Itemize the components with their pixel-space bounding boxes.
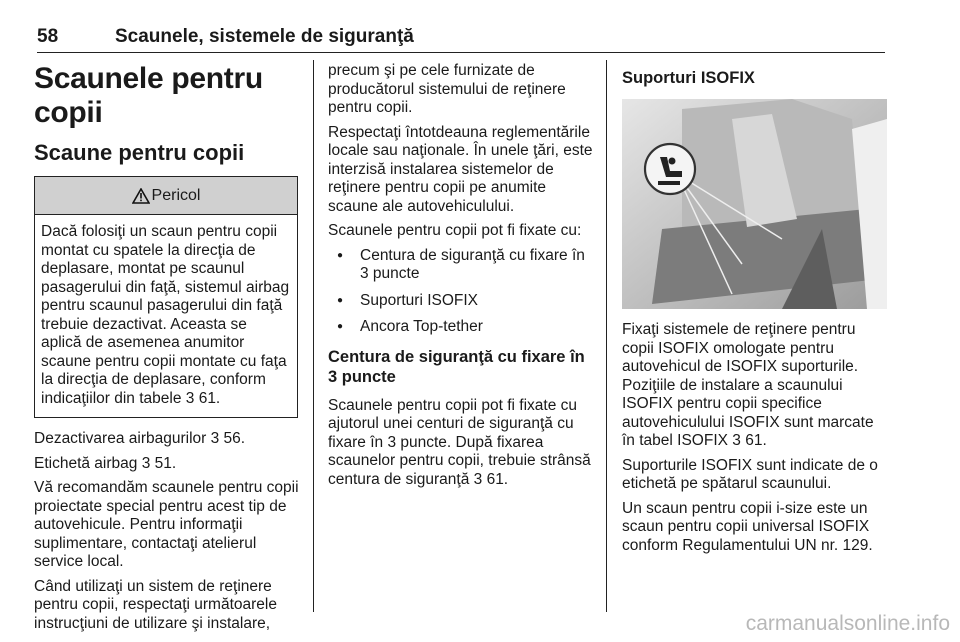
isofix-seat-illustration	[622, 99, 887, 309]
subsection-heading: Suporturi ISOFIX	[622, 69, 755, 87]
bullet-list	[328, 247, 596, 337]
paragraph	[328, 397, 596, 490]
text: Scaunele pentru copii pot fi fixate cu ajutorul unei centuri de siguranţă cu fixare în 3 puncte. După fixarea scaunelor pentru copii, trebuie strânsă centura de siguranţă	[328, 396, 591, 488]
warning-triangle-icon	[132, 188, 150, 204]
page-reference-link[interactable]: 3 51.	[141, 454, 177, 472]
paragraph: Respectaţi întotdeauna reglementările locale sau naţionale. În unele ţări, este interzisă instalarea sistemelor de reţinere pentru copii pe anumite scaune ale autovehiculului.	[328, 123, 593, 215]
page-reference-link[interactable]: 3 61.	[473, 470, 509, 488]
watermark: carmanualsonline.info	[745, 612, 950, 635]
column-3	[622, 66, 890, 561]
danger-box-header	[35, 177, 297, 215]
paragraph: Suporturile ISOFIX sunt indicate de o etichetă pe spătarul scaunului.	[622, 456, 878, 492]
paragraph: precum şi pe cele furnizate de producătorul sistemului de reţinere pentru copii.	[328, 62, 566, 116]
paragraph: Când utilizaţi un sistem de reţinere pentru copii, respectaţi următoarele instrucţiuni de utilizare şi instalare,	[34, 577, 277, 632]
isofix-photo	[622, 99, 887, 309]
page-number: 58	[37, 26, 59, 47]
paragraph	[34, 430, 299, 449]
section-heading: Scaunele pentru copii	[34, 62, 263, 129]
danger-box-text	[35, 215, 297, 417]
paragraph	[622, 321, 890, 451]
list-item: ● Suporturi ISOFIX	[328, 292, 596, 311]
text: Fixaţi sistemele de reţinere pentru copii ISOFIX omologate pentru autovehicul de ISOFIX suporturile. Poziţiile de instalare a scaunului ISOFIX pentru copii specifice autovehiculului ISOFIX sunt marcate în tabel ISOFIX	[622, 321, 874, 449]
column-divider-1	[313, 60, 314, 612]
paragraph	[34, 455, 299, 474]
page-reference-link[interactable]: 3 61.	[185, 389, 221, 407]
page-reference-link[interactable]: 3 56.	[210, 430, 246, 447]
paragraph: Scaunele pentru copii pot fi fixate cu:	[328, 222, 582, 239]
column-2	[328, 62, 596, 495]
column-1	[34, 62, 299, 639]
text: Dezactivarea airbagurilor	[34, 430, 207, 447]
paragraph: Vă recomandăm scaunele pentru copii proiectate special pentru acest tip de autovehicule. Pentru informaţii suplimentare, contactaţi atelierul service local.	[34, 479, 299, 570]
page-reference-link[interactable]: 3 61.	[732, 432, 767, 449]
subsection-heading: Scaune pentru copii	[34, 140, 245, 165]
page-header	[37, 22, 885, 53]
list-item: ● Ancora Top-tether	[328, 318, 596, 337]
text: Etichetă airbag	[34, 454, 138, 472]
danger-box-title: Pericol	[151, 186, 201, 204]
paragraph: Un scaun pentru copii i-size este un scaun pentru copii universal ISOFIX conform Regulamentului UN nr. 129.	[622, 499, 873, 554]
subsection-heading: Centura de siguranţă cu fixare în 3 puncte	[328, 347, 585, 386]
isofix-child-seat-icon	[645, 144, 695, 194]
list-item: ● Centura de siguranţă cu fixare în 3 puncte	[328, 247, 596, 284]
column-divider-2	[606, 60, 607, 612]
running-title: Scaunele, sistemele de siguranţă	[115, 26, 414, 47]
danger-box	[34, 176, 298, 418]
danger-text: Dacă folosiţi un scaun pentru copii montat cu spatele la direcţia de deplasare, montat pe scaunul pasagerului din faţă, sistemul airbag pentru scaunul pasagerului din faţă trebuie dezactivat. Aceasta se aplică de asemenea anumitor scaune pentru copii montate cu faţa la direcţia de deplasare, conform indicaţiilor din tabele	[41, 223, 290, 407]
